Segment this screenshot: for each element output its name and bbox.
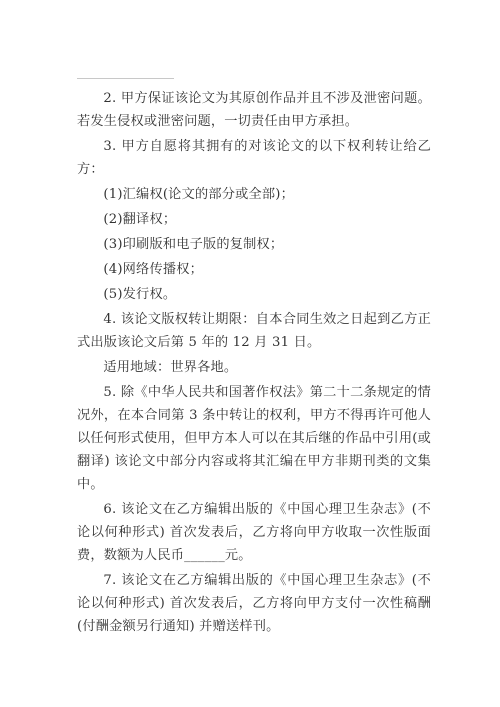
header-divider — [77, 78, 174, 79]
paragraph-territory: 适用地域：世界各地。 — [103, 360, 238, 375]
paragraph-clause-6: 6. 该论文在乙方编辑出版的《中国心理卫生杂志》(不论以何种形式) 首次发表后，乙方将向甲方收取一次性版面费，数额为人民币______元。 — [77, 502, 431, 563]
paragraph-right-compilation: (1)汇编权(论文的部分或全部)； — [103, 187, 295, 202]
paragraph-right-network: (4)网络传播权； — [103, 262, 203, 277]
contract-body — [77, 87, 431, 638]
paragraph-right-distribution: (5)发行权。 — [103, 287, 177, 302]
paragraph-clause-2: 2. 甲方保证该论文为其原创作品并且不涉及泄密问题。若发生侵权或泄密问题，一切责任由甲方承担。 — [77, 91, 431, 129]
paragraph-right-translation: (2)翻译权； — [103, 212, 177, 227]
paragraph-clause-7: 7. 该论文在乙方编辑出版的《中国心理卫生杂志》(不论以何种形式) 首次发表后，乙方将向甲方支付一次性稿酬(付酬金额另行通知) 并赠送样刊。 — [77, 573, 431, 634]
paragraph-clause-4: 4. 该论文版权转让期限：自本合同生效之日起到乙方正式出版该论文后第 5 年的 12 月 31 日。 — [77, 312, 431, 350]
paragraph-right-reproduction: (3)印刷版和电子版的复制权； — [103, 237, 284, 252]
paragraph-clause-3: 3. 甲方自愿将其拥有的对该论文的以下权利转让给乙方： — [77, 139, 431, 177]
paragraph-clause-5: 5. 除《中华人民共和国著作权法》第二十二条规定的情况外，在本合同第 3 条中转让的权利，甲方不得再许可他人以任何形式使用，但甲方本人可以在其后继的作品中引用(或翻译) 该论文中部分内容或将其汇编在甲方非期刊类的文集中。 — [77, 385, 431, 492]
